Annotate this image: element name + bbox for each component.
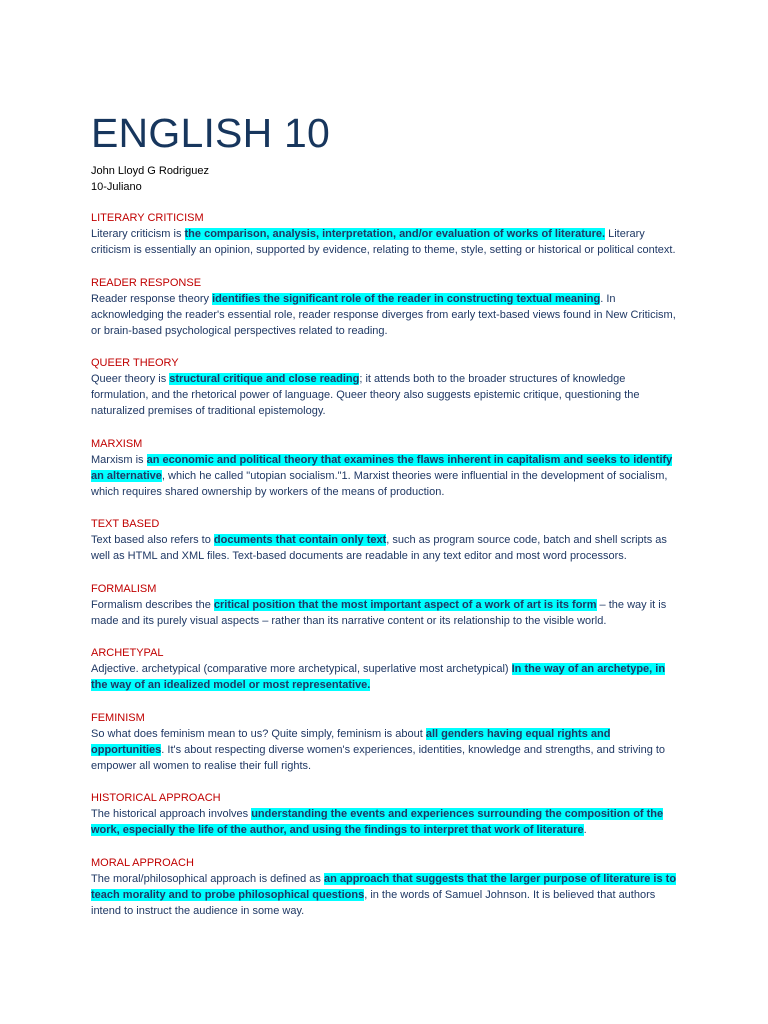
author-block bbox=[91, 163, 209, 195]
section-heading: MORAL APPROACH bbox=[91, 856, 194, 869]
text-after: , which he called "utopian socialism."1. Marxist theories were influential in the development of socialism, which requires shared ownership by workers of the means of production. bbox=[91, 469, 668, 498]
section-paragraph bbox=[91, 726, 681, 774]
section-heading: QUEER THEORY bbox=[91, 357, 179, 369]
section-paragraph bbox=[91, 806, 681, 838]
section-moral-approach bbox=[91, 855, 681, 919]
highlighted-text: In the way of an archetype, in the way of an idealized model or most representative. bbox=[91, 663, 666, 691]
highlighted-text: structural critique and close reading bbox=[169, 373, 360, 385]
text-after: . bbox=[583, 824, 587, 836]
text-before: The historical approach involves bbox=[91, 808, 252, 820]
author-name: John Lloyd G Rodriguez bbox=[91, 165, 210, 177]
section-paragraph bbox=[91, 452, 681, 500]
section-heading: MARXISM bbox=[91, 437, 143, 450]
text-after: – the way it is made and its purely visual aspects – rather than its narrative content or its relationship to the visible world. bbox=[91, 598, 667, 627]
text-before: Adjective. archetypical (comparative more archetypical, superlative most archetypical) bbox=[91, 663, 512, 675]
highlighted-text: the comparison, analysis, interpretation, and/or evaluation of works of literature. bbox=[184, 228, 606, 240]
section-paragraph bbox=[91, 532, 681, 564]
section-heading: FEMINISM bbox=[91, 711, 145, 724]
section-paragraph bbox=[91, 226, 681, 258]
highlighted-text: an approach that suggests that the larger purpose of literature is to teach morality and to probe philosophical questions bbox=[91, 872, 677, 901]
section-marxism bbox=[91, 436, 681, 500]
text-before: Queer theory is bbox=[91, 373, 170, 385]
highlighted-text: understanding the events and experiences surrounding the composition of the work, especially the life of the author, and using the findings to interpret that work of literature bbox=[91, 808, 664, 836]
text-before: Text based also refers to bbox=[91, 534, 214, 546]
section-paragraph bbox=[91, 291, 681, 339]
section-paragraph bbox=[91, 371, 681, 419]
section-paragraph bbox=[91, 597, 681, 629]
text-after: , such as program source code, batch and shell scripts as well as HTML and XML files. Text-based documents are readable in any text editor and most word processors. bbox=[91, 534, 667, 562]
text-before: Literary criticism is bbox=[91, 228, 185, 240]
section-reader-response bbox=[91, 275, 681, 339]
text-before: The moral/philosophical approach is defined as bbox=[91, 872, 324, 885]
section-archetypal bbox=[91, 645, 681, 693]
section-heading: READER RESPONSE bbox=[91, 276, 202, 289]
text-before: Formalism describes the bbox=[91, 598, 214, 611]
section-heading: FORMALISM bbox=[91, 582, 157, 595]
section-literary-criticism bbox=[91, 210, 681, 258]
section-feminism bbox=[91, 710, 681, 774]
section-text-based bbox=[91, 516, 681, 564]
highlighted-text: an economic and political theory that examines the flaws inherent in capitalism and seeks to identify an alternative bbox=[91, 453, 673, 482]
section-heading: ARCHETYPAL bbox=[91, 647, 164, 659]
class-section: 10-Juliano bbox=[91, 181, 142, 193]
section-heading: HISTORICAL APPROACH bbox=[91, 792, 221, 804]
text-after: Literary criticism is essentially an opinion, supported by evidence, relating to theme, style, setting or historical or political context. bbox=[91, 228, 676, 256]
section-formalism bbox=[91, 581, 681, 629]
text-after: ; it attends both to the broader structures of knowledge formulation, and the rhetorical power of language. Queer theory also suggests epistemic critique, questioning the naturalized premises of traditional epistemology. bbox=[91, 373, 640, 417]
section-paragraph bbox=[91, 871, 681, 919]
highlighted-text: critical position that the most important aspect of a work of art is its form bbox=[213, 598, 597, 611]
highlighted-text: identifies the significant role of the reader in constructing textual meaning bbox=[212, 292, 601, 305]
document-title: ENGLISH 10 bbox=[91, 110, 330, 156]
section-paragraph bbox=[91, 661, 681, 693]
text-before: Reader response theory bbox=[91, 292, 213, 305]
text-after: . It's about respecting diverse women's experiences, identities, knowledge and strengths, and striving to empower all women to realise their full rights. bbox=[91, 743, 666, 772]
text-after: . In acknowledging the reader's essential role, reader response diverges from early text-based views found in New Criticism, or brain-based psychological perspectives related to reading. bbox=[91, 292, 676, 337]
text-before: So what does feminism mean to us? Quite simply, feminism is about bbox=[91, 727, 426, 740]
text-after: , in the words of Samuel Johnson. It is believed that authors intend to instruct the audience in some way. bbox=[91, 888, 656, 917]
section-queer-theory bbox=[91, 355, 681, 419]
text-before: Marxism is bbox=[91, 453, 147, 466]
highlighted-text: all genders having equal rights and opportunities bbox=[91, 727, 611, 756]
section-heading: LITERARY CRITICISM bbox=[91, 212, 204, 224]
section-historical-approach bbox=[91, 790, 681, 838]
section-heading: TEXT BASED bbox=[91, 518, 160, 530]
highlighted-text: documents that contain only text bbox=[213, 534, 387, 546]
document-body bbox=[91, 210, 681, 935]
